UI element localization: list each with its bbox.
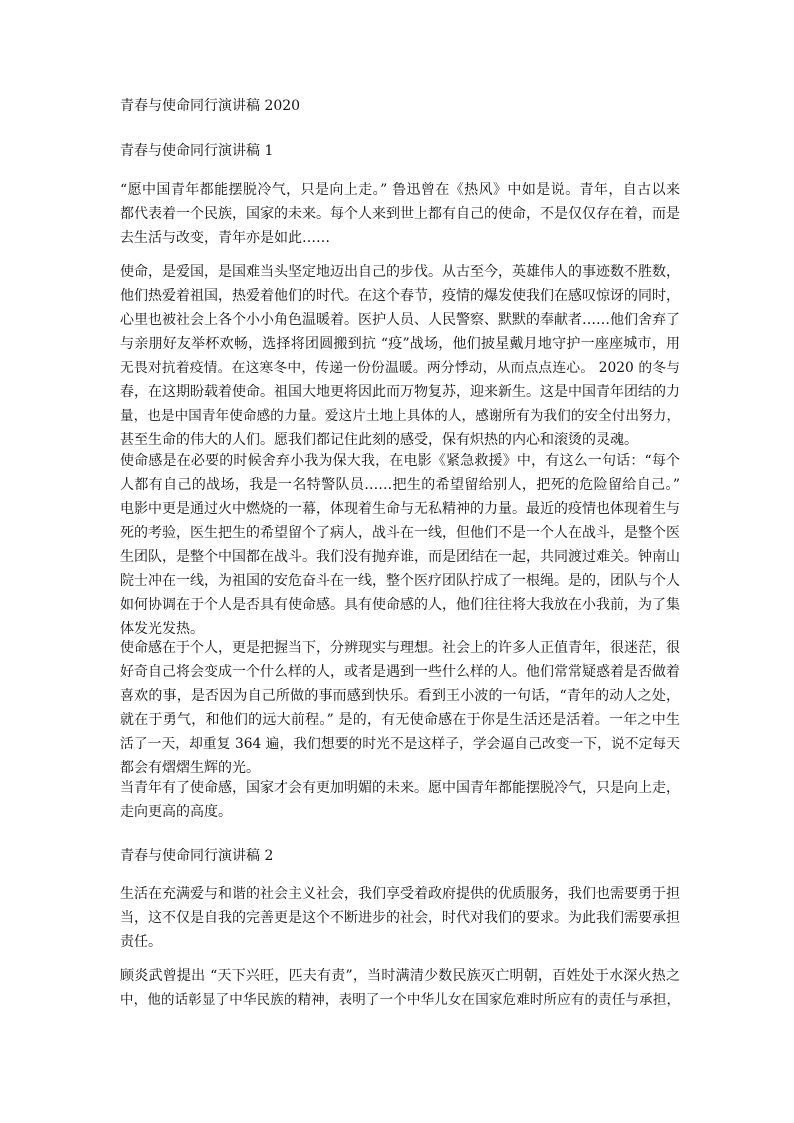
paragraph-line: 院士冲在一线，为祖国的安危奋斗在一线，整个医疗团队拧成了一根绳。是的，团队与个人 (120, 573, 680, 589)
paragraph-line: 当，这不仅是自我的完善更是这个不断进步的社会，时代对我们的要求。为此我们需要承担 (120, 910, 680, 926)
paragraph-line: 走向更高的高度。 (120, 804, 232, 820)
paragraph-line: 死的考验，医生把生的希望留个了病人，战斗在一线，但他们不是一个人在战斗，是整个医 (120, 525, 680, 541)
paragraph-line: 与亲朋好友举杯欢畅，选择将团圆搬到抗 “疫”战场，他们披星戴月地守护一座座城市，用 (120, 336, 680, 352)
section-heading-2: 青春与使命同行演讲稿 2 (120, 848, 274, 864)
paragraph-line: 使命，是爱国，是国难当头坚定地迈出自己的步伐。从古至今，英雄伟人的事迹数不胜数， (120, 264, 680, 280)
paragraph-line: 他们热爱着祖国，热爱着他们的时代。在这个春节，疫情的爆发使我们在感叹惊讶的同时， (120, 288, 680, 304)
paragraph-line: 如何协调在于个人是否具有使命感。具有使命感的人，他们往往将大我放在小我前，为了集 (120, 597, 680, 613)
paragraph-3 (120, 449, 680, 641)
paragraph-5 (120, 776, 680, 824)
paragraph-line: 人都有自己的战场，我是一名特警队员……把生的希望留给别人，把死的危险留给自己。” (120, 477, 680, 493)
paragraph-line: 都代表着一个民族，国家的未来。每个人来到世上都有自己的使命，不是仅仅存在着，而是 (120, 206, 680, 222)
paragraph-line: 好奇自己将会变成一个什么样的人，或者是遇到一些什么样的人。他们常常疑惑着是否做着 (120, 664, 680, 680)
paragraph-6 (120, 882, 680, 954)
paragraph-line: 当青年有了使命感，国家才会有更加明媚的未来。愿中国青年都能摆脱冷气，只是向上走， (120, 780, 680, 796)
section-heading-1: 青春与使命同行演讲稿 1 (120, 143, 274, 159)
paragraph-line: 喜欢的事，是否因为自己所做的事而感到快乐。看到王小波的一句话，“青年的动人之处， (120, 688, 680, 704)
document-title: 青春与使命同行演讲稿 2020 (120, 98, 301, 114)
paragraph-line: 活了一天，却重复 364 遍，我们想要的时光不是这样子，学会逼自己改变一下，说不定每天 (120, 736, 680, 752)
paragraph-1 (120, 178, 680, 250)
paragraph-line: 无畏对抗着疫情。在这寒冬中，传递一份份温暖。两分悸动，从而点点连心。 2020 的冬与 (120, 360, 680, 376)
paragraph-line: “愿中国青年都能摆脱冷气，只是向上走。” 鲁迅曾在《热风》中如是说。青年，自古以来 (120, 182, 680, 198)
paragraph-line: 顾炎武曾提出 “天下兴旺，匹夫有责”，当时满清少数民族灭亡明朝，百姓处于水深火热之 (120, 968, 680, 984)
paragraph-2 (120, 260, 680, 452)
paragraph-line: 使命感是在必要的时候舍弃小我为保大我，在电影《紧急救援》中，有这么一句话：“每个 (120, 453, 680, 469)
paragraph-7 (120, 964, 680, 1012)
paragraph-line: 电影中更是通过火中燃烧的一幕，体现着生命与无私精神的力量。最近的疫情也体现着生与 (120, 501, 680, 517)
paragraph-line: 责任。 (120, 934, 162, 950)
paragraph-line: 体发光发热。 (120, 621, 204, 637)
paragraph-line: 生团队，是整个中国都在战斗。我们没有抛弃谁，而是团结在一起，共同渡过难关。钟南山 (120, 549, 680, 565)
paragraph-line: 心里也被社会上各个小小角色温暖着。医护人员、人民警察、默默的奉献者……他们舍弃了 (120, 312, 680, 328)
paragraph-line: 量，也是中国青年使命感的力量。爱这片土地上具体的人，感谢所有为我们的安全付出努力， (120, 408, 680, 424)
paragraph-line: 都会有熠熠生辉的光。 (120, 760, 260, 776)
paragraph-4 (120, 636, 680, 780)
paragraph-line: 使命感在于个人，更是把握当下，分辨现实与理想。社会上的许多人正值青年，很迷茫，很 (120, 640, 680, 656)
paragraph-line: 甚至生命的伟大的人们。愿我们都记住此刻的感受，保有炽热的内心和滚烫的灵魂。 (120, 432, 638, 448)
paragraph-line: 就在于勇气，和他们的远大前程。” 是的，有无使命感在于你是生活还是活着。一年之中生 (120, 712, 680, 728)
paragraph-line: 生活在充满爱与和谐的社会主义社会，我们享受着政府提供的优质服务，我们也需要勇于担 (120, 886, 680, 902)
paragraph-line: 去生活与改变，青年亦是如此…… (120, 230, 330, 246)
paragraph-line: 春，在这期盼载着使命。祖国大地更将因此而万物复苏，迎来新生。这是中国青年团结的力 (120, 384, 680, 400)
paragraph-line: 中，他的话彰显了中华民族的精神，表明了一个中华儿女在国家危难时所应有的责任与承担， (120, 992, 680, 1008)
